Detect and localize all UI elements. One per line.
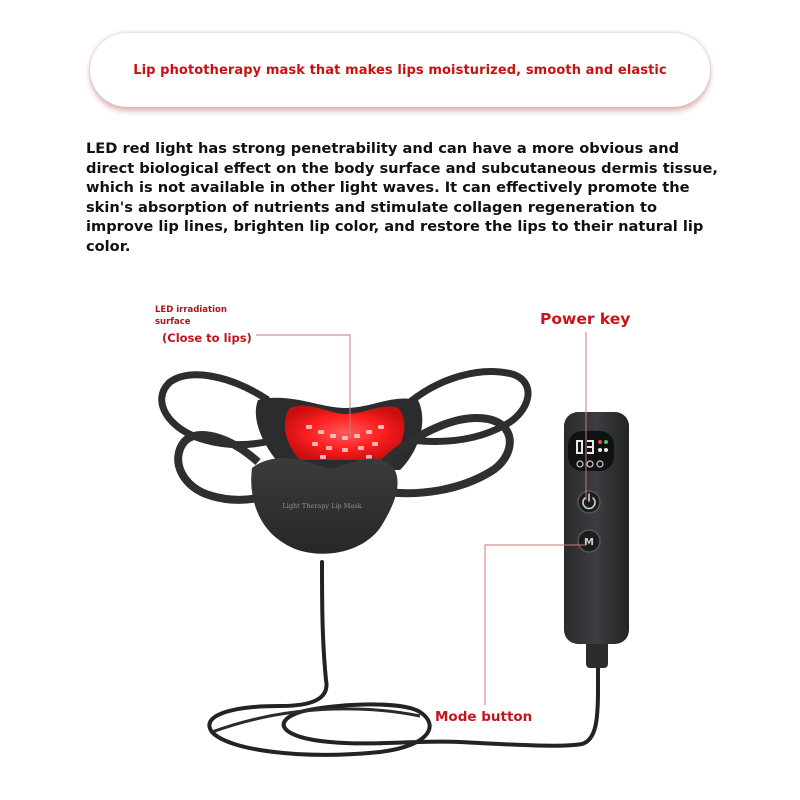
remote-connector [586, 640, 608, 668]
led-surface-callout-line2: surface [155, 317, 191, 327]
banner-title: Lip phototherapy mask that makes lips moisturized, smooth and elastic [133, 62, 667, 78]
close-to-lips-callout: (Close to lips) [162, 331, 252, 345]
mode-letter: M [584, 537, 594, 548]
cable [209, 562, 598, 755]
power-key[interactable] [578, 491, 600, 513]
led-surface-callout-line1: LED irradiation [155, 305, 227, 315]
description-paragraph: LED red light has strong penetrability and can have a more obvious and direct biological effect on the body surface and subcutaneous dermis tissue, which is not available in other light waves. It can effectively promote the skin's absorption of nutrients and stimulate collagen regeneration to improve lip lines, brighten lip color, and restore the lips to their natural lip color. [86, 140, 718, 255]
power-key-callout: Power key [540, 310, 631, 328]
mode-button[interactable] [578, 530, 600, 552]
mode-button-callout: Mode button [435, 709, 533, 725]
mask-print-label: Light Therapy Lip Mask [282, 502, 362, 510]
